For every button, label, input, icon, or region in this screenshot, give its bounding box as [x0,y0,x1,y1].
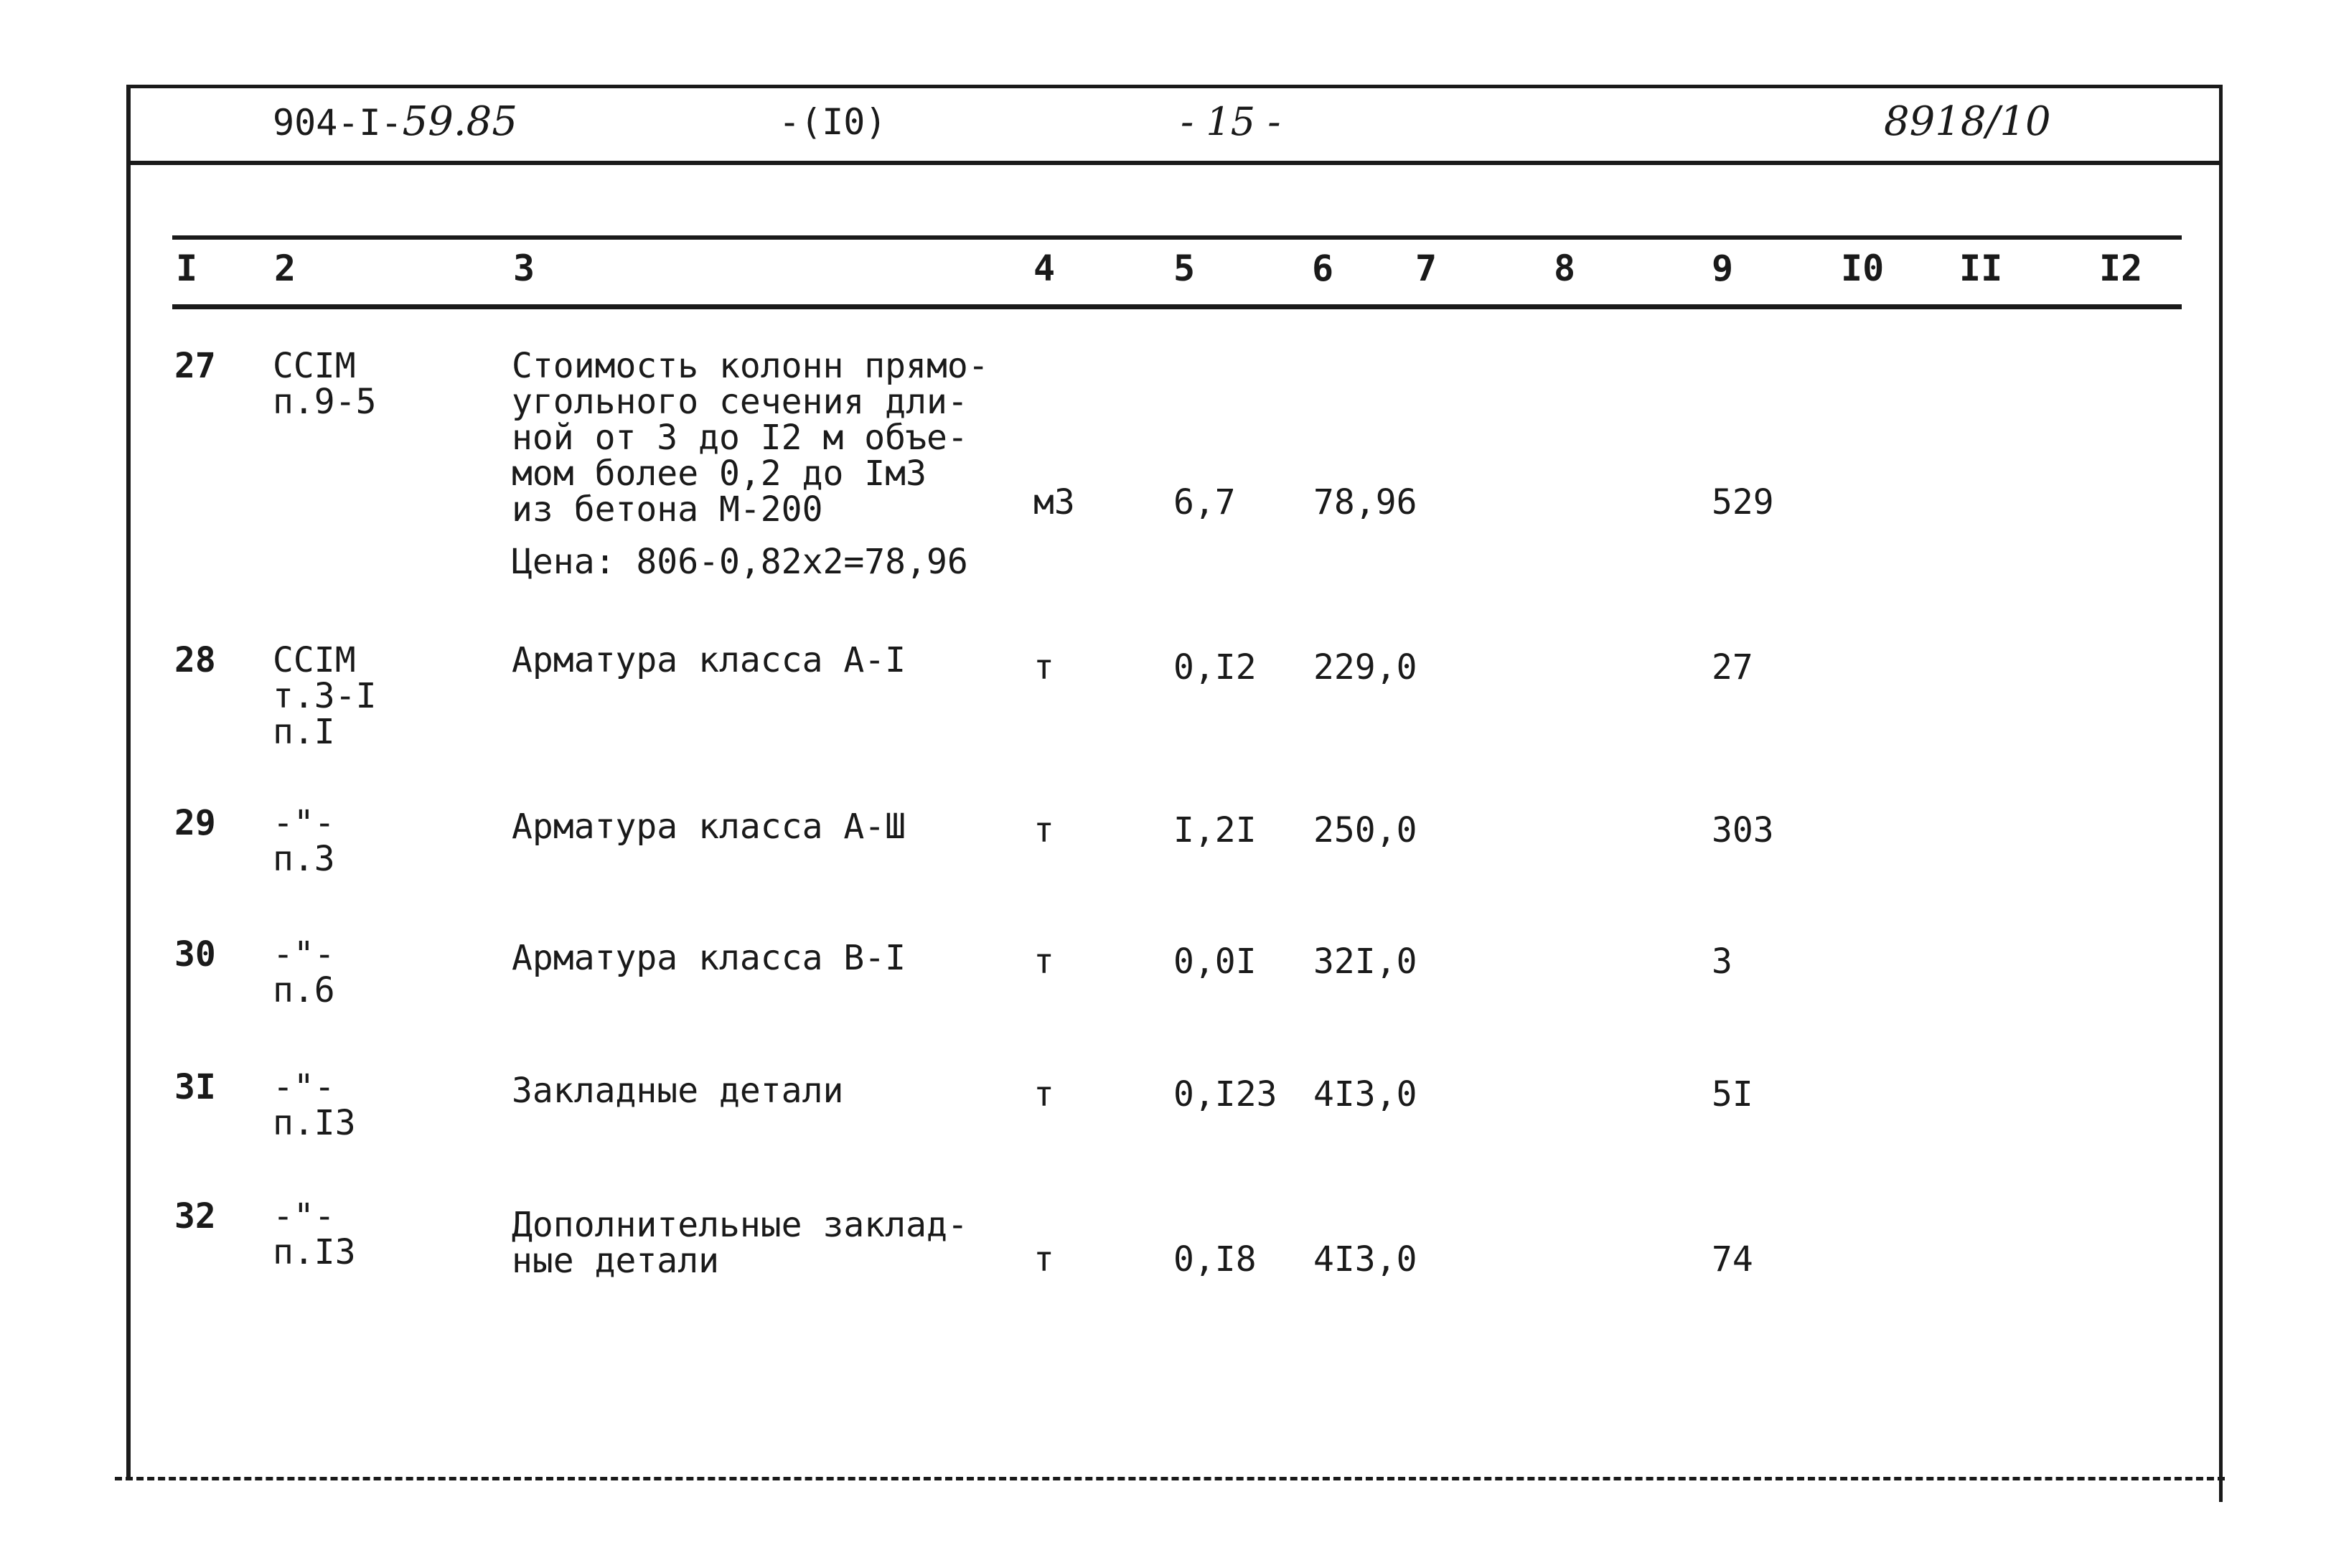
row-32-price: 4I3,0 [1313,1239,1417,1280]
column-number-1: I [176,248,198,289]
row-27-description-line: ной от 3 до I2 м объе- [512,418,968,458]
row-32-description-line: ные детали [512,1241,719,1281]
row-29-reference-line: -"- [273,803,335,843]
row-30-reference [273,936,335,1008]
row-27-total: 529 [1712,482,1774,522]
row-29-total: 303 [1712,810,1774,850]
row-32-description [512,1207,968,1279]
column-number-2: 2 [274,248,296,289]
row-28-total: 27 [1712,647,1753,687]
row-30-reference-line: п.6 [273,970,335,1010]
column-number-11: II [1959,248,2003,289]
frame-right-border [2219,85,2223,1502]
row-31-total: 5I [1712,1074,1753,1114]
row-31-unit: т [1033,1074,1054,1114]
row-30-quantity: 0,0I [1173,942,1257,982]
row-32-quantity: 0,I8 [1173,1239,1257,1280]
row-32-number: 32 [174,1196,216,1236]
column-number-6: 6 [1312,248,1334,289]
page-number: - 15 - [1181,99,1281,144]
row-32-reference [273,1198,356,1270]
row-28-reference [273,642,377,750]
row-31-quantity: 0,I23 [1173,1074,1277,1114]
document-code-printed: 904-I- [273,102,403,144]
row-32-unit: т [1033,1239,1054,1280]
row-28-number: 28 [174,640,216,680]
row-27-quantity: 6,7 [1173,482,1236,522]
header-divider [126,161,2223,165]
row-32-reference-line: п.I3 [273,1232,356,1272]
column-number-7: 7 [1415,248,1437,289]
column-header-bottom-rule [172,304,2182,309]
document-code-handwritten: 59.85 [402,98,517,145]
row-27-description-line: мом более 0,2 до Iм3 [512,454,927,494]
column-number-5: 5 [1173,248,1196,289]
row-28-price: 229,0 [1313,647,1417,687]
row-31-reference-line: п.I3 [273,1103,356,1143]
row-29-reference-line: п.3 [273,839,335,879]
row-32-description-line: Дополнительные заклад- [512,1205,968,1245]
column-number-10: I0 [1841,248,1885,289]
row-28-reference-line: п.I [273,712,335,752]
row-29-description: Арматура класса А-Ш [512,807,906,847]
frame-top-border [126,85,2223,88]
row-28-unit: т [1033,647,1054,687]
row-27-reference-line: ССIM [273,346,356,386]
row-27-reference [273,348,377,420]
row-28-description: Арматура класса А-I [512,640,906,680]
row-30-unit: т [1033,942,1054,982]
sheet-reference: -(I0) [779,101,887,143]
document-code [273,100,517,144]
row-31-reference-line: -"- [273,1067,335,1107]
row-30-description: Арматура класса В-I [512,938,906,978]
row-32-total: 74 [1712,1239,1753,1280]
row-30-price: 32I,0 [1313,942,1417,982]
column-number-9: 9 [1712,248,1734,289]
row-31-price: 4I3,0 [1313,1074,1417,1114]
row-30-reference-line: -"- [273,934,335,975]
row-27-description-line: угольного сечения дли- [512,382,968,422]
row-27-unit: м3 [1033,482,1075,522]
row-30-number: 30 [174,934,216,975]
row-29-quantity: I,2I [1173,810,1257,850]
row-29-price: 250,0 [1313,810,1417,850]
column-number-8: 8 [1554,248,1576,289]
row-27-price-note: Цена: 806-0,82х2=78,96 [512,542,968,582]
row-30-total: 3 [1712,942,1732,982]
row-31-reference [273,1069,356,1141]
row-27-description-line: из бетона М-200 [512,489,823,530]
row-31-number: 3I [174,1067,216,1107]
row-27-description [512,346,989,530]
row-32-reference-line: -"- [273,1196,335,1236]
row-29-unit: т [1033,810,1054,850]
column-number-4: 4 [1033,248,1056,289]
column-header-top-rule [172,235,2182,240]
row-27-number: 27 [174,346,216,386]
row-28-reference-line: ССIM [273,640,356,680]
row-27-description-line: Стоимость колонн прямо- [512,346,989,386]
column-number-12: I2 [2099,248,2143,289]
row-29-number: 29 [174,803,216,843]
frame-left-border [126,85,131,1477]
row-28-reference-line: т.3-I [273,676,377,716]
row-29-reference [273,805,335,877]
row-27-reference-line: п.9-5 [273,382,377,422]
frame-bottom-border [115,1477,2225,1480]
row-31-description: Закладные детали [512,1071,844,1111]
row-27-price: 78,96 [1313,482,1417,522]
column-number-3: 3 [513,248,535,289]
archive-number: 8918/10 [1884,98,2051,145]
row-28-quantity: 0,I2 [1173,647,1257,687]
